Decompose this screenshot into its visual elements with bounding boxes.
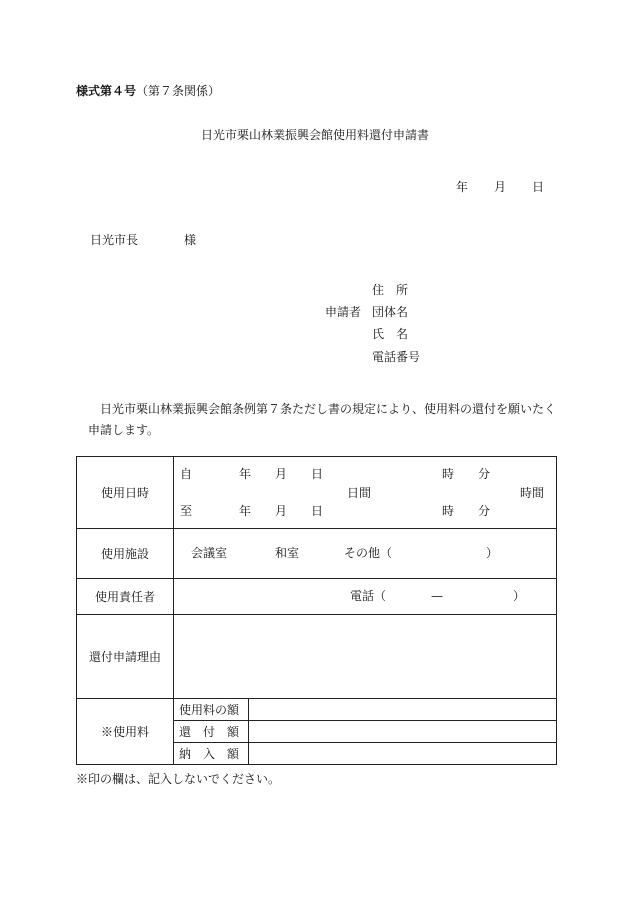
hours-label: 時間: [520, 486, 545, 500]
refund-amount-value: [249, 721, 557, 743]
reason-label: 還付申請理由: [77, 615, 174, 699]
responsible-phone-dash: —: [431, 589, 443, 603]
responsible-phone: 電話（: [350, 589, 387, 603]
form-relation: （第７条関係）: [136, 84, 221, 98]
from-label: 自: [180, 467, 193, 481]
to-label: 至: [180, 504, 193, 518]
responsible-label: 使用責任者: [77, 579, 174, 615]
to-day: 日: [311, 504, 324, 518]
form-number: [76, 84, 220, 98]
row-fee: [77, 699, 557, 765]
responsible-cell[interactable]: [174, 579, 557, 615]
applicant-address-label: 住 所: [372, 283, 409, 297]
fee-amount-label: 使用料の額: [174, 699, 249, 721]
fee-subtable: [174, 699, 556, 764]
row-usage-datetime: [77, 457, 557, 529]
from-day: 日: [311, 467, 324, 481]
responsible-phone-close: ）: [513, 589, 526, 603]
date-year: 年: [456, 180, 469, 194]
days-label: 日間: [347, 486, 372, 500]
facility-japanese-room: 和室: [275, 546, 300, 560]
applicant-label: 申請者: [325, 305, 362, 319]
reason-cell[interactable]: [174, 615, 557, 699]
row-facility: [77, 529, 557, 579]
fee-row: [174, 743, 556, 765]
facility-other: その他（: [344, 546, 393, 560]
paid-amount-label: 納 入 額: [174, 743, 249, 765]
fee-cell: [174, 699, 557, 765]
facility-label: 使用施設: [77, 529, 174, 579]
facility-cell[interactable]: [174, 529, 557, 579]
fee-amount-value: [249, 699, 557, 721]
addressee-honorific: 様: [184, 233, 197, 247]
applicant-group-label: 団体名: [372, 305, 409, 319]
to-hour: 時: [442, 504, 455, 518]
body-text-line2: 申請します。: [88, 423, 160, 437]
paid-amount-value: [249, 743, 557, 765]
fee-row: [174, 721, 556, 743]
fee-row: [174, 699, 556, 721]
applicant-name-label: 氏 名: [372, 327, 409, 341]
facility-meeting-room: 会議室: [191, 546, 228, 560]
addressee-name: 日光市長: [90, 233, 139, 247]
date-month: 月: [494, 180, 507, 194]
from-month: 月: [275, 467, 288, 481]
usage-datetime-cell[interactable]: [174, 457, 557, 529]
from-hour: 時: [442, 467, 455, 481]
applicant-phone-label: 電話番号: [372, 350, 421, 364]
row-responsible: [77, 579, 557, 615]
date-line: [456, 180, 544, 194]
document-title: 日光市栗山林業振興会館使用料還付申請書: [200, 128, 429, 142]
date-day: 日: [532, 180, 545, 194]
fee-label: ※使用料: [77, 699, 174, 765]
row-reason: [77, 615, 557, 699]
to-minute: 分: [478, 504, 491, 518]
application-table: [76, 456, 557, 765]
body-text-line1: 日光市栗山林業振興会館条例第７条ただし書の規定により、使用料の還付を願いたく: [100, 402, 557, 416]
footnote: ※印の欄は、記入しないでください。: [76, 772, 281, 786]
to-month: 月: [275, 504, 288, 518]
facility-other-close: ）: [486, 546, 499, 560]
from-minute: 分: [478, 467, 491, 481]
refund-amount-label: 還 付 額: [174, 721, 249, 743]
usage-datetime-label: 使用日時: [77, 457, 174, 529]
form-number-text: 様式第４号: [76, 84, 137, 98]
to-year: 年: [239, 504, 252, 518]
addressee: [90, 233, 196, 247]
from-year: 年: [239, 467, 252, 481]
